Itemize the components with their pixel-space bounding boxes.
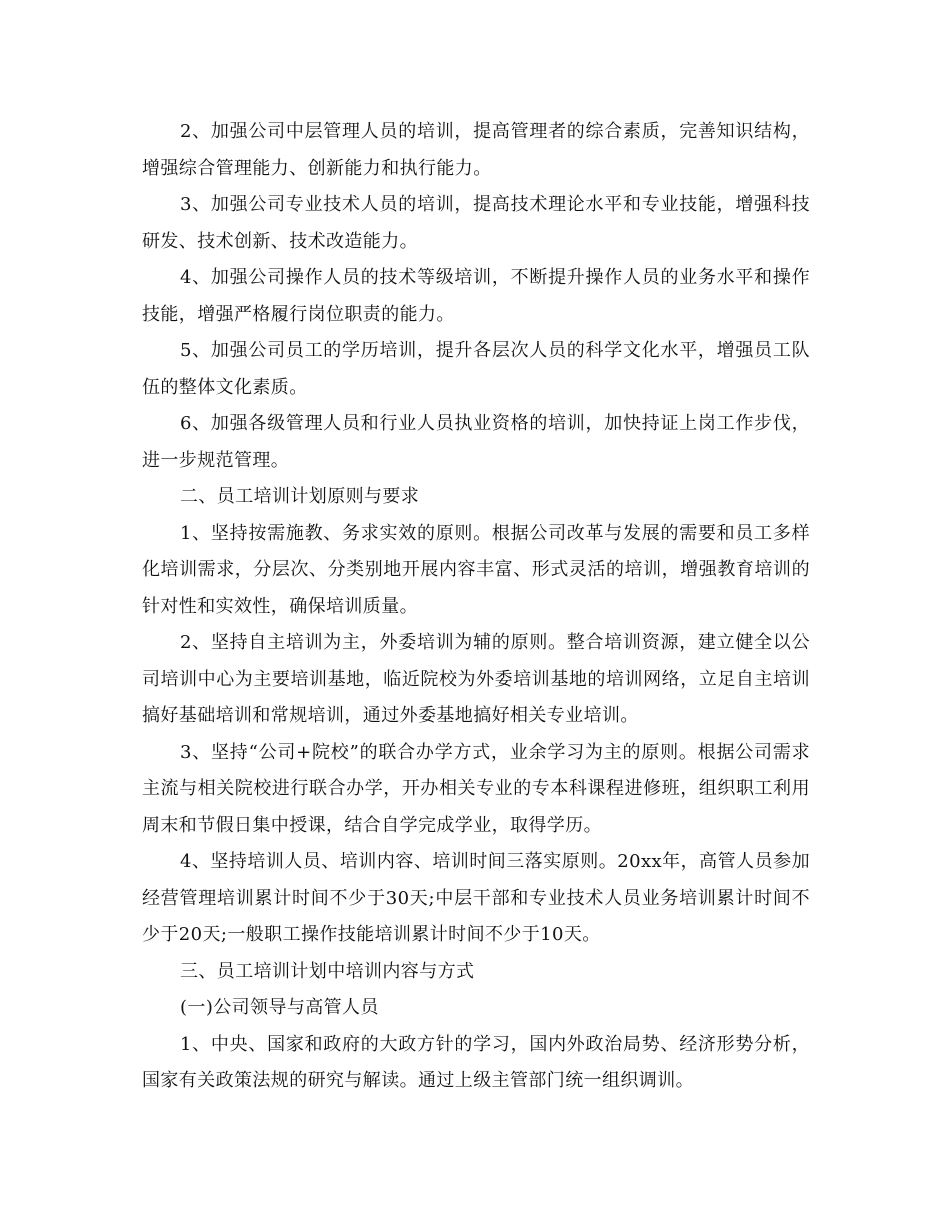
paragraph-item-6: 6、加强各级管理人员和行业人员执业资格的培训，加快持证上岗工作步伐，进一步规范管理。 bbox=[142, 413, 810, 471]
paragraph-item-2: 2、加强公司中层管理人员的培训，提高管理者的综合素质，完善知识结构，增强综合管理能力、创新能力和执行能力。 bbox=[142, 121, 810, 179]
content-item-1: 1、中央、国家和政府的大政方针的学习，国内外政治局势、经济形势分析，国家有关政策法规的研究与解读。通过上级主管部门统一组织调训。 bbox=[142, 1033, 810, 1091]
document-body bbox=[142, 114, 810, 1100]
paragraph-item-5: 5、加强公司员工的学历培训，提升各层次人员的科学文化水平，增强员工队伍的整体文化素质。 bbox=[142, 340, 810, 398]
section-heading-3: 三、员工培训计划中培训内容与方式 bbox=[180, 960, 475, 982]
subsection-heading-1: (一)公司领导与高管人员 bbox=[180, 997, 379, 1018]
paragraph-item-3: 3、加强公司专业技术人员的培训，提高技术理论水平和专业技能，增强科技研发、技术创新、技术改造能力。 bbox=[142, 194, 810, 252]
principle-item-1: 1、坚持按需施教、务求实效的原则。根据公司改革与发展的需要和员工多样化培训需求，分层次、分类别地开展内容丰富、形式灵活的培训，增强教育培训的针对性和实效性，确保培训质量。 bbox=[142, 522, 810, 617]
principle-item-2: 2、坚持自主培训为主，外委培训为辅的原则。整合培训资源，建立健全以公司培训中心为主要培训基地，临近院校为外委培训基地的培训网络，立足自主培训搞好基础培训和常规培训，通过外委基地搞好相关专业培训。 bbox=[142, 632, 810, 726]
principle-item-3: 3、坚持“公司+院校”的联合办学方式，业余学习为主的原则。根据公司需求主流与相关院校进行联合办学，开办相关专业的专本科课程进修班，组织职工利用周末和节假日集中授课，结合自学完成学业，取得学历。 bbox=[142, 741, 810, 836]
paragraph-item-4: 4、加强公司操作人员的技术等级培训，不断提升操作人员的业务水平和操作技能，增强严格履行岗位职责的能力。 bbox=[142, 267, 810, 325]
principle-item-4: 4、坚持培训人员、培训内容、培训时间三落实原则。20xx年，高管人员参加经营管理培训累计时间不少于30天;中层干部和专业技术人员业务培训累计时间不少于20天;一般职工操作技能培训累计时间不少于10天。 bbox=[142, 851, 810, 945]
section-heading-2: 二、员工培训计划原则与要求 bbox=[180, 486, 420, 507]
